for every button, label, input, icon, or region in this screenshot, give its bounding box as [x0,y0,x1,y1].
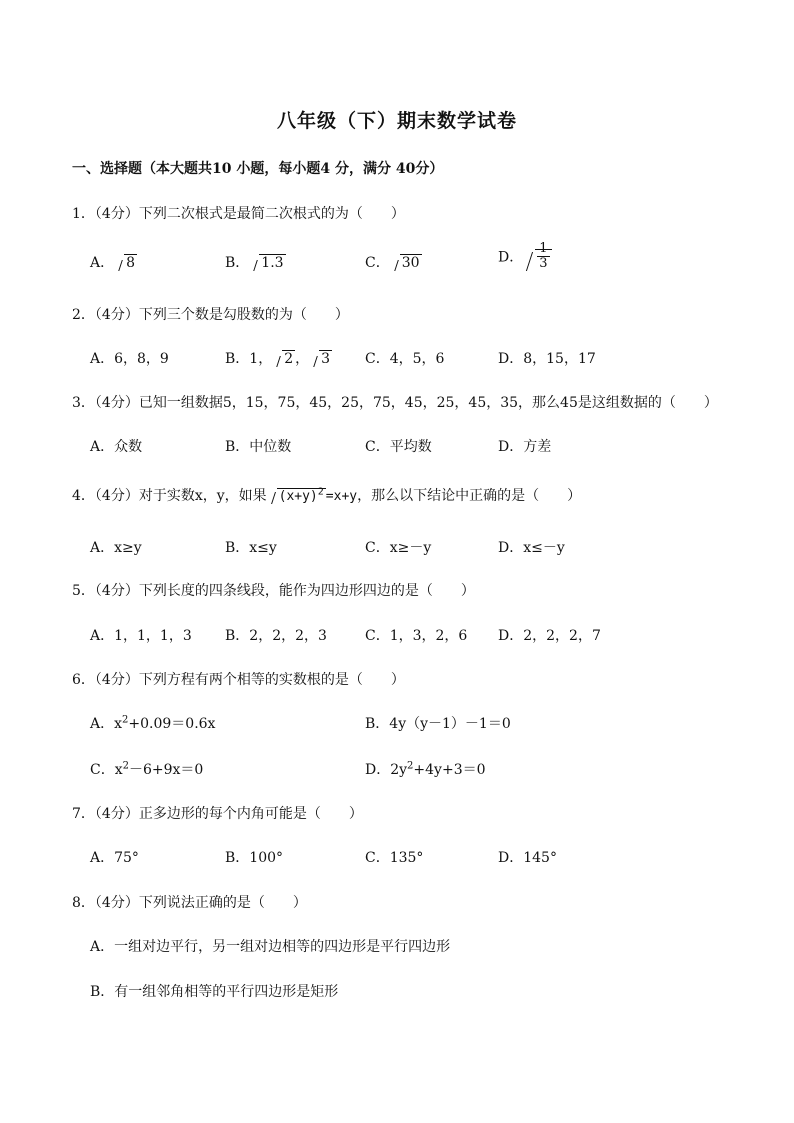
q7-option-d[interactable]: D．145° [498,850,557,866]
q6-option-c[interactable]: C．$x^2-6+9x=0$ [90,760,204,778]
q8-option-a[interactable]: A．一组对边平行，另一组对边相等的四边形是平行四边形 [90,939,451,955]
q4-option-a[interactable]: A．x≥y [90,540,142,556]
sqrt-symbol: 8 [114,255,137,271]
q3-option-a[interactable]: A．众数 [90,439,143,455]
question-3: 3．（4分）已知一组数据5，15，75，45，25，75，45，25，45，35，那么45是这组数据的（ ） [72,395,718,411]
question-6: 6．（4分）下列方程有两个相等的实数根的是（ ） [72,672,405,688]
q3-option-c[interactable]: C．平均数 [365,439,432,455]
q1-option-b[interactable]: B． 1.3 [225,255,284,271]
q2-option-c[interactable]: C．4，5，6 [365,351,445,367]
q7-option-c[interactable]: C．135° [365,850,424,866]
q8-option-b[interactable]: B．有一组邻角相等的平行四边形是矩形 [90,984,339,1000]
q4-option-c[interactable]: C．x≥－y [365,540,432,556]
q5-option-b[interactable]: B．2，2，2，3 [225,628,327,644]
question-8: 8．（4分）下列说法正确的是（ ） [72,895,307,911]
q5-option-c[interactable]: C．1，3，2，6 [365,628,468,644]
sqrt-symbol: 3 [309,351,332,367]
section-heading: 一、选择题（本大题共10 小题，每小题4 分，满分 40分） [72,161,444,177]
q2-option-d[interactable]: D．8，15，17 [498,351,596,367]
q2-option-b[interactable]: B．1， 2 ， 3 [225,351,331,367]
q4-option-b[interactable]: B．x≤y [225,540,277,556]
sqrt-symbol: $(x+y)^2$ [267,487,326,504]
question-1: 1．（4分）下列二次根式是最简二次根式的为（ ） [72,206,405,222]
question-4: 4．（4分）对于实数x，y，如果 $(x+y)^2 =x+y$，那么以下结论中正确的是（ ） [72,486,582,504]
sqrt-symbol: 30 [390,255,422,271]
q3-option-d[interactable]: D．方差 [498,439,552,455]
q1-option-c[interactable]: C． 30 [365,255,420,271]
q5-option-a[interactable]: A．1，1，1，3 [90,628,192,644]
q3-option-b[interactable]: B．中位数 [225,439,292,455]
q1-option-a[interactable]: A． 8 [90,255,136,271]
q5-option-d[interactable]: D．2，2，2，7 [498,628,601,644]
question-2: 2．（4分）下列三个数是勾股数的为（ ） [72,307,349,323]
q2-option-a[interactable]: A．6，8，9 [90,351,169,367]
q7-option-a[interactable]: A．75° [90,850,139,866]
q4-option-d[interactable]: D．x≤－y [498,540,565,556]
page-title: 八年级（下）期末数学试卷 [276,110,517,132]
sqrt-symbol: 1.3 [249,255,285,271]
sqrt-symbol: 2 [272,351,295,367]
q6-option-a[interactable]: A．$x^2+0.09=0.6x$ [90,714,216,732]
q7-option-b[interactable]: B．100° [225,850,284,866]
question-5: 5．（4分）下列长度的四条线段，能作为四边形四边的是（ ） [72,583,475,599]
q6-option-d[interactable]: D．$2y^2+4y+3=0$ [365,760,486,778]
q6-option-b[interactable]: B．4y（y－1）－1＝0 [365,716,511,732]
question-7: 7．（4分）正多边形的每个内角可能是（ ） [72,806,363,822]
fraction: $\frac{1}{3}$ [539,241,548,271]
q1-option-d[interactable]: D． $\frac{1}{3}$ [498,244,552,271]
